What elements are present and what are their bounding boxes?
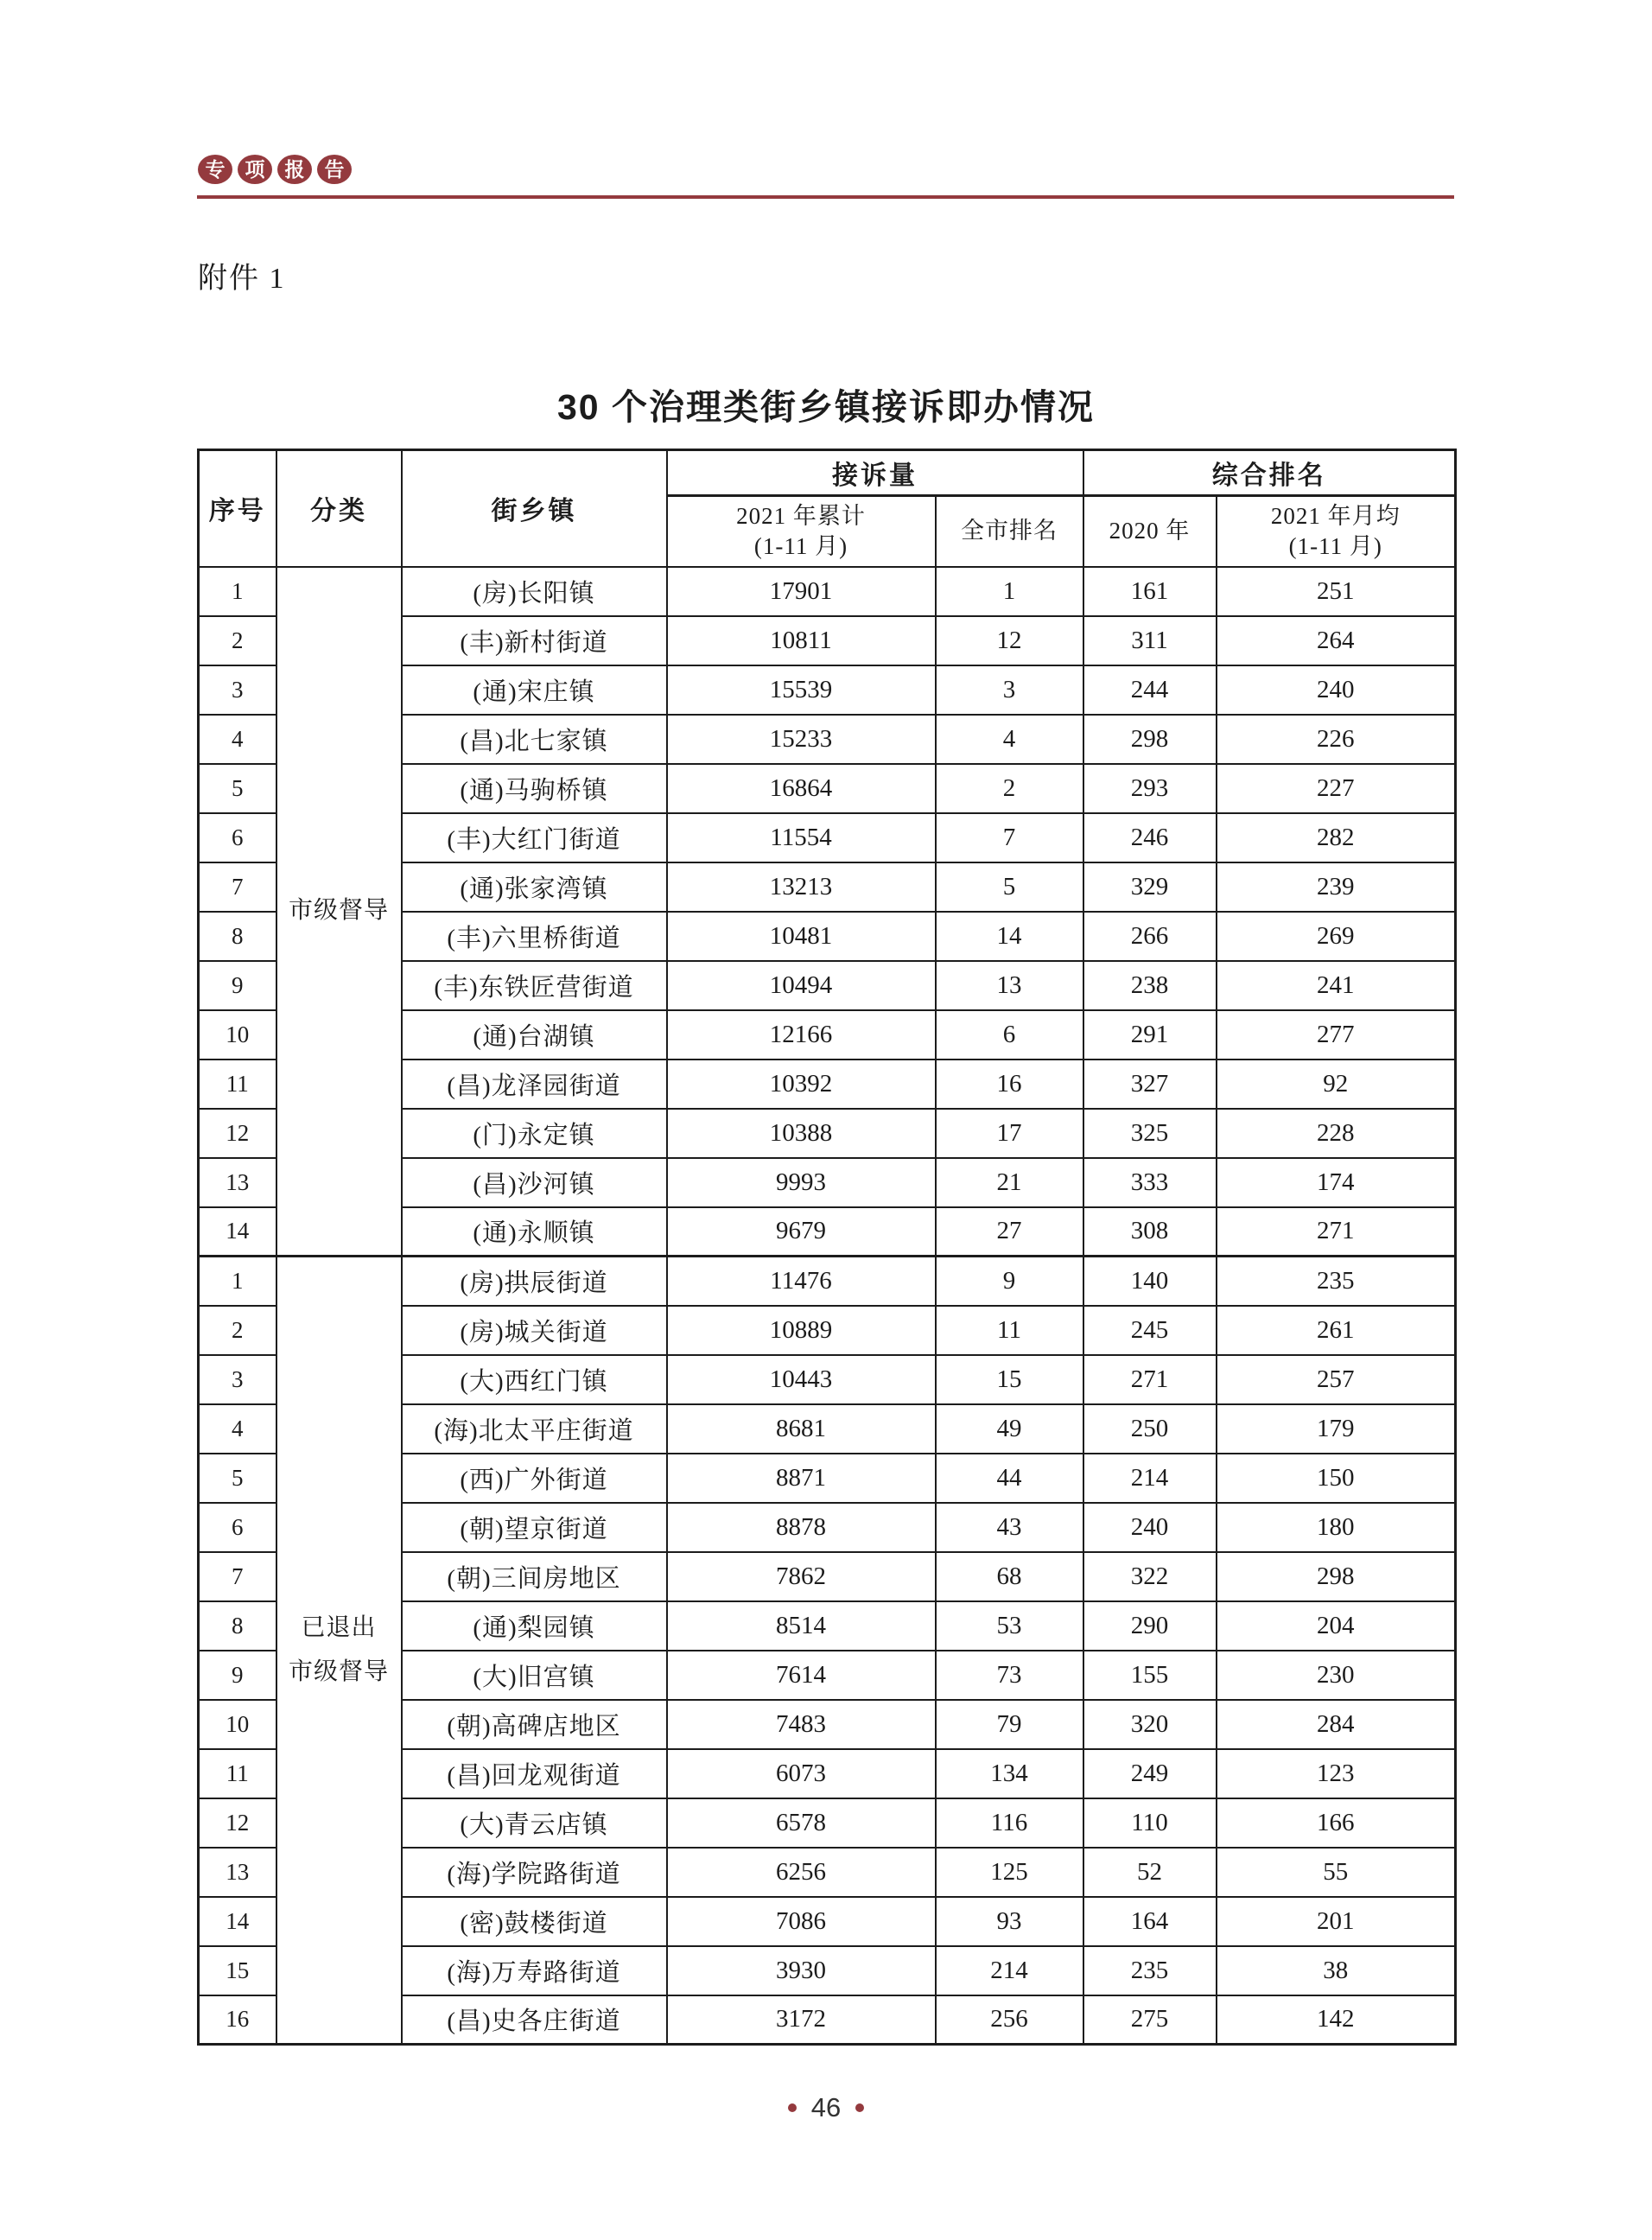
- cell-town: (通)梨园镇: [402, 1601, 667, 1651]
- header-city-rank: 全市排名: [936, 496, 1083, 567]
- cell-seq: 8: [199, 1601, 276, 1651]
- header-total-2021-line1: 2021 年累计: [736, 502, 866, 529]
- cell-city-rank: 21: [936, 1158, 1083, 1207]
- cell-2020: 325: [1083, 1109, 1217, 1158]
- cell-seq: 2: [199, 1306, 276, 1355]
- cell-seq: 10: [199, 1010, 276, 1060]
- cell-town: (大)旧宫镇: [402, 1651, 667, 1700]
- cell-2020: 290: [1083, 1601, 1217, 1651]
- cell-2020: 308: [1083, 1207, 1217, 1257]
- cell-2020: 235: [1083, 1946, 1217, 1995]
- cell-total-2021: 7862: [667, 1552, 936, 1601]
- cell-monthly-2021: 271: [1217, 1207, 1456, 1257]
- cell-monthly-2021: 261: [1217, 1306, 1456, 1355]
- cell-total-2021: 8681: [667, 1404, 936, 1454]
- cell-city-rank: 1: [936, 567, 1083, 616]
- cell-2020: 291: [1083, 1010, 1217, 1060]
- cell-seq: 3: [199, 665, 276, 715]
- header-2020: 2020 年: [1083, 496, 1217, 567]
- cell-2020: 155: [1083, 1651, 1217, 1700]
- cell-city-rank: 4: [936, 715, 1083, 764]
- cell-town: (丰)新村街道: [402, 616, 667, 665]
- cell-2020: 238: [1083, 961, 1217, 1010]
- cell-total-2021: 10443: [667, 1355, 936, 1404]
- cell-total-2021: 7614: [667, 1651, 936, 1700]
- cell-city-rank: 16: [936, 1060, 1083, 1109]
- cell-city-rank: 5: [936, 862, 1083, 912]
- cell-total-2021: 10481: [667, 912, 936, 961]
- cell-city-rank: 9: [936, 1257, 1083, 1306]
- cell-seq: 14: [199, 1897, 276, 1946]
- cell-monthly-2021: 264: [1217, 616, 1456, 665]
- cell-seq: 7: [199, 1552, 276, 1601]
- cell-total-2021: 8871: [667, 1454, 936, 1503]
- cell-town: (丰)东铁匠营街道: [402, 961, 667, 1010]
- cell-monthly-2021: 240: [1217, 665, 1456, 715]
- cell-town: (朝)望京街道: [402, 1503, 667, 1552]
- header-monthly-2021-line2: (1-11 月): [1288, 532, 1382, 559]
- cell-monthly-2021: 55: [1217, 1848, 1456, 1897]
- cell-city-rank: 13: [936, 961, 1083, 1010]
- cell-city-rank: 15: [936, 1355, 1083, 1404]
- cell-monthly-2021: 38: [1217, 1946, 1456, 1995]
- header-category: 分类: [276, 450, 402, 567]
- cell-monthly-2021: 228: [1217, 1109, 1456, 1158]
- cell-2020: 110: [1083, 1798, 1217, 1848]
- cell-monthly-2021: 204: [1217, 1601, 1456, 1651]
- cell-seq: 1: [199, 1257, 276, 1306]
- footer-dot-left: [788, 2103, 797, 2112]
- cell-town: (海)北太平庄街道: [402, 1404, 667, 1454]
- cell-town: (昌)史各庄街道: [402, 1995, 667, 2045]
- cell-total-2021: 16864: [667, 764, 936, 813]
- cell-monthly-2021: 174: [1217, 1158, 1456, 1207]
- cell-seq: 2: [199, 616, 276, 665]
- cell-total-2021: 10388: [667, 1109, 936, 1158]
- cell-monthly-2021: 235: [1217, 1257, 1456, 1306]
- towns-table: [197, 449, 1457, 2046]
- cell-monthly-2021: 201: [1217, 1897, 1456, 1946]
- cell-town: (房)拱辰街道: [402, 1257, 667, 1306]
- cell-total-2021: 10494: [667, 961, 936, 1010]
- cell-city-rank: 79: [936, 1700, 1083, 1749]
- cell-city-rank: 2: [936, 764, 1083, 813]
- cell-2020: 322: [1083, 1552, 1217, 1601]
- cell-monthly-2021: 92: [1217, 1060, 1456, 1109]
- table-row: [199, 567, 1456, 616]
- header-total-2021: [667, 496, 936, 567]
- cell-monthly-2021: 230: [1217, 1651, 1456, 1700]
- cell-town: (西)广外街道: [402, 1454, 667, 1503]
- cell-town: (通)永顺镇: [402, 1207, 667, 1257]
- cell-monthly-2021: 227: [1217, 764, 1456, 813]
- cell-monthly-2021: 166: [1217, 1798, 1456, 1848]
- cell-town: (丰)六里桥街道: [402, 912, 667, 961]
- cell-2020: 250: [1083, 1404, 1217, 1454]
- cell-total-2021: 3930: [667, 1946, 936, 1995]
- cell-city-rank: 134: [936, 1749, 1083, 1798]
- cell-seq: 11: [199, 1749, 276, 1798]
- masthead-badge: 告: [317, 155, 352, 184]
- cell-city-rank: 214: [936, 1946, 1083, 1995]
- cell-monthly-2021: 226: [1217, 715, 1456, 764]
- masthead-badges: [198, 155, 352, 184]
- footer-dot-right: [855, 2103, 864, 2112]
- cell-city-rank: 53: [936, 1601, 1083, 1651]
- cell-city-rank: 116: [936, 1798, 1083, 1848]
- cell-total-2021: 6256: [667, 1848, 936, 1897]
- cell-seq: 9: [199, 1651, 276, 1700]
- cell-town: (海)学院路街道: [402, 1848, 667, 1897]
- cell-city-rank: 14: [936, 912, 1083, 961]
- cell-city-rank: 12: [936, 616, 1083, 665]
- cell-city-rank: 27: [936, 1207, 1083, 1257]
- cell-total-2021: 9679: [667, 1207, 936, 1257]
- cell-seq: 1: [199, 567, 276, 616]
- cell-town: (昌)沙河镇: [402, 1158, 667, 1207]
- cell-city-rank: 125: [936, 1848, 1083, 1897]
- cell-seq: 6: [199, 1503, 276, 1552]
- cell-town: (大)青云店镇: [402, 1798, 667, 1848]
- cell-category: 市级督导: [276, 567, 402, 1257]
- cell-city-rank: 93: [936, 1897, 1083, 1946]
- cell-seq: 8: [199, 912, 276, 961]
- header-total-2021-line2: (1-11 月): [753, 532, 848, 559]
- cell-city-rank: 7: [936, 813, 1083, 862]
- cell-monthly-2021: 179: [1217, 1404, 1456, 1454]
- cell-total-2021: 17901: [667, 567, 936, 616]
- page-number: 46: [810, 2092, 842, 2122]
- cell-town: (昌)北七家镇: [402, 715, 667, 764]
- cell-seq: 5: [199, 1454, 276, 1503]
- cell-total-2021: 12166: [667, 1010, 936, 1060]
- cell-town: (大)西红门镇: [402, 1355, 667, 1404]
- cell-2020: 164: [1083, 1897, 1217, 1946]
- cell-seq: 4: [199, 715, 276, 764]
- cell-seq: 13: [199, 1848, 276, 1897]
- cell-town: (房)城关街道: [402, 1306, 667, 1355]
- cell-city-rank: 6: [936, 1010, 1083, 1060]
- header-seq: 序号: [199, 450, 276, 567]
- cell-seq: 7: [199, 862, 276, 912]
- masthead-badge: 专: [198, 155, 232, 184]
- cell-2020: 245: [1083, 1306, 1217, 1355]
- cell-2020: 246: [1083, 813, 1217, 862]
- cell-city-rank: 11: [936, 1306, 1083, 1355]
- cell-seq: 14: [199, 1207, 276, 1257]
- cell-monthly-2021: 150: [1217, 1454, 1456, 1503]
- cell-total-2021: 15539: [667, 665, 936, 715]
- cell-town: (海)万寿路街道: [402, 1946, 667, 1995]
- masthead-rule: [197, 195, 1454, 199]
- cell-seq: 12: [199, 1798, 276, 1848]
- header-monthly-2021-line1: 2021 年月均: [1270, 502, 1401, 529]
- cell-2020: 327: [1083, 1060, 1217, 1109]
- cell-total-2021: 10811: [667, 616, 936, 665]
- cell-2020: 214: [1083, 1454, 1217, 1503]
- cell-2020: 333: [1083, 1158, 1217, 1207]
- cell-total-2021: 6578: [667, 1798, 936, 1848]
- masthead-badge: 报: [277, 155, 312, 184]
- cell-total-2021: 8878: [667, 1503, 936, 1552]
- cell-2020: 271: [1083, 1355, 1217, 1404]
- cell-total-2021: 9993: [667, 1158, 936, 1207]
- cell-2020: 244: [1083, 665, 1217, 715]
- cell-city-rank: 44: [936, 1454, 1083, 1503]
- cell-seq: 3: [199, 1355, 276, 1404]
- cell-town: (通)马驹桥镇: [402, 764, 667, 813]
- cell-monthly-2021: 257: [1217, 1355, 1456, 1404]
- cell-seq: 15: [199, 1946, 276, 1995]
- cell-2020: 329: [1083, 862, 1217, 912]
- cell-monthly-2021: 180: [1217, 1503, 1456, 1552]
- cell-total-2021: 10392: [667, 1060, 936, 1109]
- page-title: 30 个治理类街乡镇接诉即办情况: [557, 387, 1095, 427]
- cell-total-2021: 15233: [667, 715, 936, 764]
- cell-city-rank: 17: [936, 1109, 1083, 1158]
- cell-total-2021: 8514: [667, 1601, 936, 1651]
- table-row: [199, 1257, 1456, 1306]
- cell-town: (门)永定镇: [402, 1109, 667, 1158]
- cell-total-2021: 13213: [667, 862, 936, 912]
- cell-monthly-2021: 277: [1217, 1010, 1456, 1060]
- cell-2020: 52: [1083, 1848, 1217, 1897]
- cell-seq: 12: [199, 1109, 276, 1158]
- cell-town: (房)长阳镇: [402, 567, 667, 616]
- cell-city-rank: 73: [936, 1651, 1083, 1700]
- cell-2020: 293: [1083, 764, 1217, 813]
- cell-city-rank: 256: [936, 1995, 1083, 2045]
- cell-town: (昌)龙泽园街道: [402, 1060, 667, 1109]
- cell-monthly-2021: 123: [1217, 1749, 1456, 1798]
- cell-2020: 140: [1083, 1257, 1217, 1306]
- header-ranking-group: 综合排名: [1083, 450, 1456, 496]
- cell-2020: 298: [1083, 715, 1217, 764]
- header-town: 街乡镇: [402, 450, 667, 567]
- cell-2020: 240: [1083, 1503, 1217, 1552]
- cell-seq: 4: [199, 1404, 276, 1454]
- cell-town: (通)台湖镇: [402, 1010, 667, 1060]
- cell-seq: 10: [199, 1700, 276, 1749]
- cell-town: (通)宋庄镇: [402, 665, 667, 715]
- cell-2020: 266: [1083, 912, 1217, 961]
- cell-total-2021: 3172: [667, 1995, 936, 2045]
- cell-town: (密)鼓楼街道: [402, 1897, 667, 1946]
- cell-total-2021: 11476: [667, 1257, 936, 1306]
- cell-seq: 11: [199, 1060, 276, 1109]
- table-body: [199, 567, 1456, 2045]
- cell-2020: 311: [1083, 616, 1217, 665]
- cell-2020: 161: [1083, 567, 1217, 616]
- cell-total-2021: 7483: [667, 1700, 936, 1749]
- cell-monthly-2021: 282: [1217, 813, 1456, 862]
- cell-2020: 249: [1083, 1749, 1217, 1798]
- cell-city-rank: 3: [936, 665, 1083, 715]
- cell-monthly-2021: 142: [1217, 1995, 1456, 2045]
- table-header-row-1: [199, 450, 1456, 496]
- cell-seq: 13: [199, 1158, 276, 1207]
- cell-total-2021: 7086: [667, 1897, 936, 1946]
- cell-city-rank: 68: [936, 1552, 1083, 1601]
- cell-monthly-2021: 298: [1217, 1552, 1456, 1601]
- cell-monthly-2021: 241: [1217, 961, 1456, 1010]
- cell-town: (朝)三间房地区: [402, 1552, 667, 1601]
- page-footer: [0, 2094, 1652, 2121]
- cell-seq: 9: [199, 961, 276, 1010]
- attachment-label: 附件 1: [198, 263, 286, 295]
- cell-seq: 16: [199, 1995, 276, 2045]
- cell-town: (朝)高碑店地区: [402, 1700, 667, 1749]
- header-monthly-2021: [1217, 496, 1456, 567]
- cell-monthly-2021: 284: [1217, 1700, 1456, 1749]
- cell-category: 已退出 市级督导: [276, 1257, 402, 2045]
- cell-city-rank: 49: [936, 1404, 1083, 1454]
- cell-town: (昌)回龙观街道: [402, 1749, 667, 1798]
- cell-seq: 5: [199, 764, 276, 813]
- cell-monthly-2021: 251: [1217, 567, 1456, 616]
- cell-2020: 320: [1083, 1700, 1217, 1749]
- cell-seq: 6: [199, 813, 276, 862]
- cell-monthly-2021: 239: [1217, 862, 1456, 912]
- cell-total-2021: 6073: [667, 1749, 936, 1798]
- cell-total-2021: 10889: [667, 1306, 936, 1355]
- cell-2020: 275: [1083, 1995, 1217, 2045]
- cell-town: (通)张家湾镇: [402, 862, 667, 912]
- cell-city-rank: 43: [936, 1503, 1083, 1552]
- cell-total-2021: 11554: [667, 813, 936, 862]
- cell-town: (丰)大红门街道: [402, 813, 667, 862]
- masthead-badge: 项: [238, 155, 272, 184]
- header-complaints-group: 接诉量: [667, 450, 1083, 496]
- cell-monthly-2021: 269: [1217, 912, 1456, 961]
